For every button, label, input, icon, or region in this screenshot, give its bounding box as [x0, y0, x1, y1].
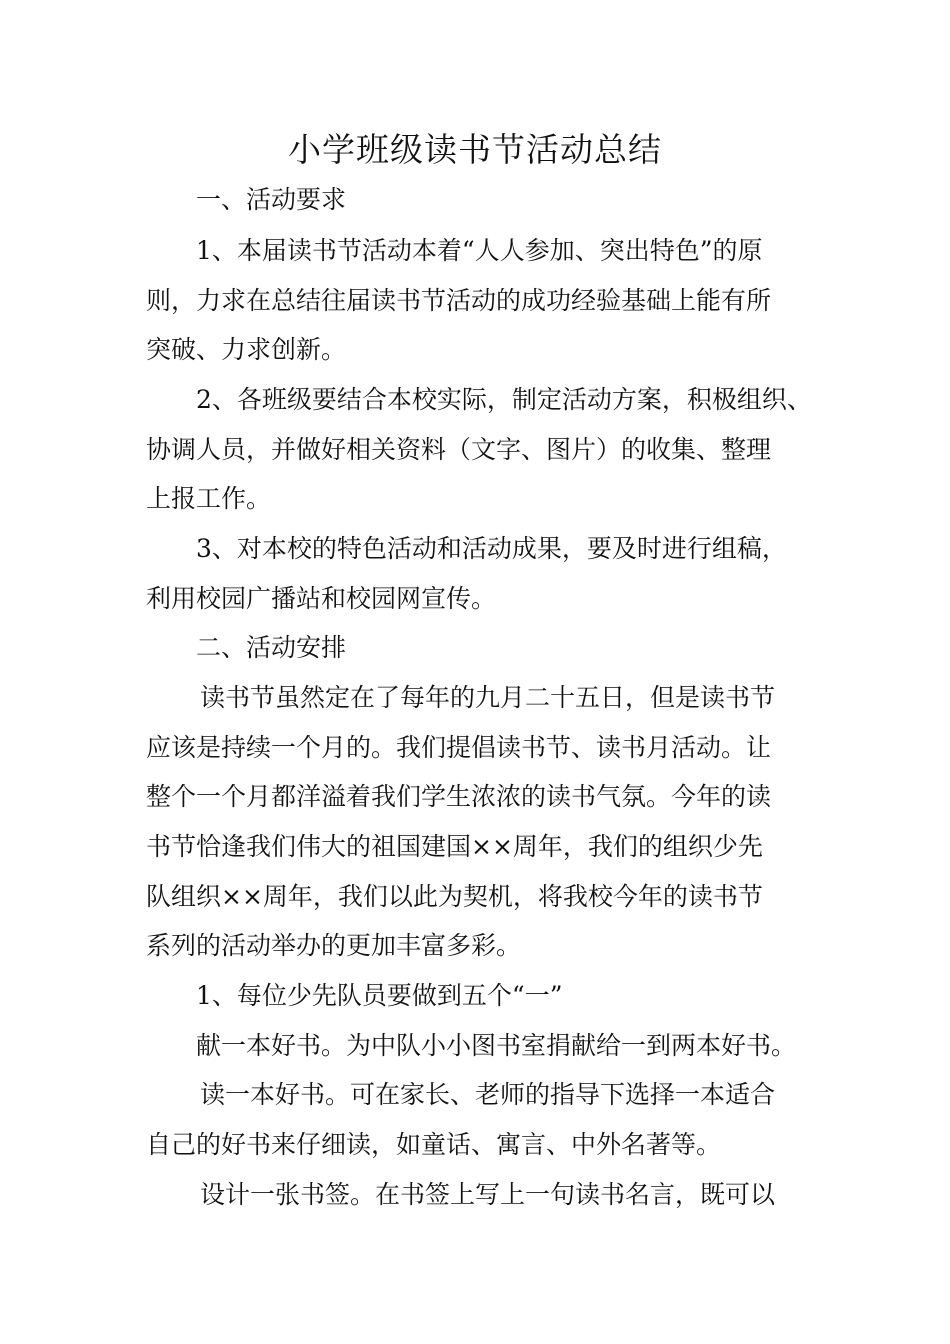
paragraph-line: 献一本好书。为中队小小图书室捐献给一到两本好书。: [196, 1031, 797, 1060]
document-title: 小学班级读书节活动总结: [288, 130, 662, 169]
paragraph-line: 利用校园广播站和校园网宣传。: [146, 584, 497, 613]
paragraph-line: 读书节虽然定在了每年的九月二十五日，但是读书节: [200, 683, 776, 712]
paragraph-line: 整个一个月都洋溢着我们学生浓浓的读书气氛。今年的读: [146, 782, 772, 811]
paragraph-line: 读一本好书。可在家长、老师的指导下选择一本适合: [200, 1080, 776, 1109]
section-heading-arrangement: 二、活动安排: [196, 633, 347, 662]
paragraph-line: 系列的活动举办的更加丰富多彩。: [146, 931, 522, 960]
paragraph-line: 书节恰逢我们伟大的祖国建国××周年，我们的组织少先: [146, 832, 763, 861]
paragraph-line: 1、每位少先队员要做到五个“一”: [196, 981, 563, 1010]
paragraph-line: 1、本届读书节活动本着“人人参加、突出特色”的原: [196, 236, 763, 265]
paragraph-line: 上报工作。: [146, 484, 272, 513]
paragraph-line: 则，力求在总结往届读书节活动的成功经验基础上能有所: [146, 286, 772, 315]
paragraph-line: 自己的好书来仔细读，如童话、寓言、中外名著等。: [146, 1130, 722, 1159]
paragraph-line: 设计一张书签。在书签上写上一句读书名言，既可以: [200, 1180, 776, 1209]
section-heading-requirements: 一、活动要求: [196, 185, 347, 214]
paragraph-line: 2、各班级要结合本校实际，制定活动方案，积极组织、: [196, 385, 812, 414]
paragraph-line: 3、对本校的特色活动和活动成果，要及时进行组稿，: [196, 534, 787, 563]
paragraph-line: 协调人员，并做好相关资料（文字、图片）的收集、整理: [146, 435, 772, 464]
paragraph-line: 队组织××周年，我们以此为契机，将我校今年的读书节: [146, 882, 763, 911]
paragraph-line: 突破、力求创新。: [146, 335, 347, 364]
paragraph-line: 应该是持续一个月的。我们提倡读书节、读书月活动。让: [146, 733, 772, 762]
